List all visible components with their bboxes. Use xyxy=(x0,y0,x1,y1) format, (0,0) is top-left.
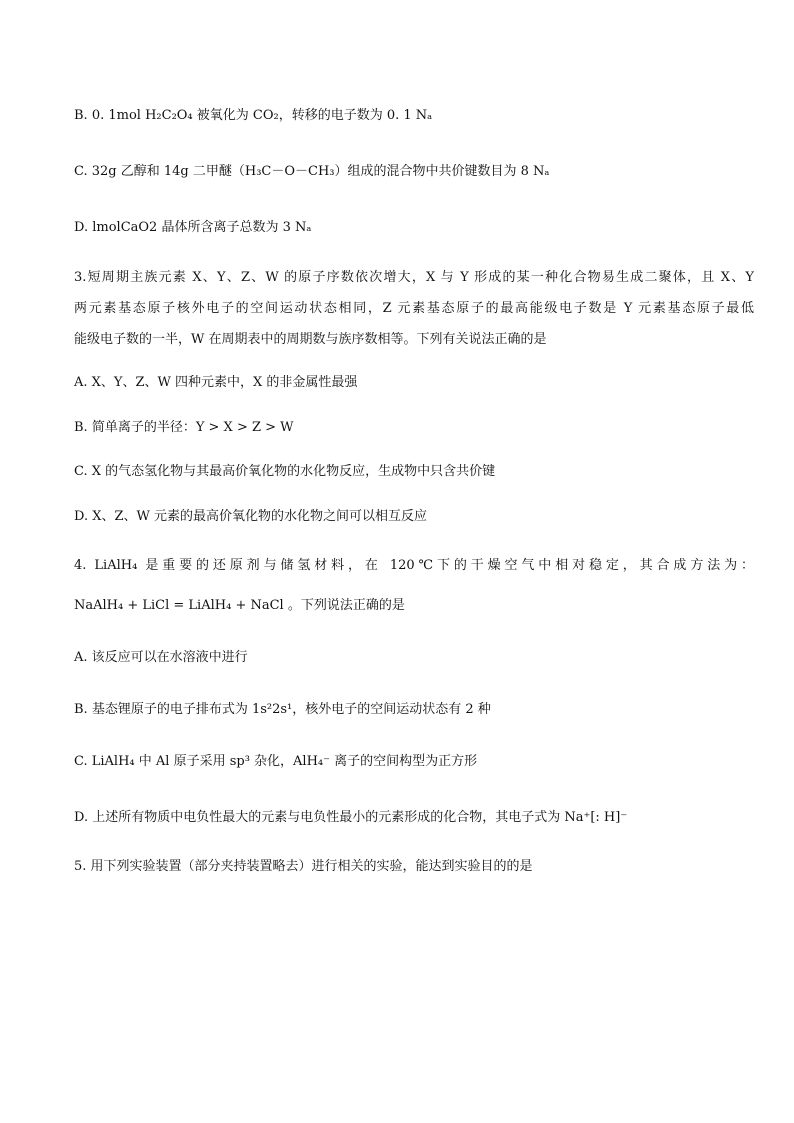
question-3-line-1: 3.短周期主族元素 X、Y、Z、W 的原子序数依次增大，X 与 Y 形成的某一种化合物易生成二聚体，且 X、Y xyxy=(74,270,754,285)
question-3-option-d: D. X、Z、W 元素的最高价氧化物的水化物之间可以相互反应 xyxy=(74,509,428,524)
option-b-prev: B. 0. 1mol H₂C₂O₄ 被氧化为 CO₂，转移的电子数为 0. 1 Nₐ xyxy=(74,108,433,123)
question-3-line-2: 两元素基态原子核外电子的空间运动状态相同，Z 元素基态原子的最高能级电子数是 Y 元素基态原子最低 xyxy=(74,301,754,316)
question-5-stem: 5. 用下列实验装置（部分夹持装置略去）进行相关的实验，能达到实验目的的是 xyxy=(74,859,533,874)
question-4-option-c: C. LiAlH₄ 中 Al 原子采用 sp³ 杂化，AlH₄⁻ 离子的空间构型为正方形 xyxy=(74,754,478,769)
question-4-option-a: A. 该反应可以在水溶液中进行 xyxy=(74,650,248,665)
question-4-line-1: 4. LiAlH₄ 是重要的还原剂与储氢材料，在 120℃下的干燥空气中相对稳定，其合成方法为： xyxy=(74,558,754,573)
question-3-option-a: A. X、Y、Z、W 四种元素中，X 的非金属性最强 xyxy=(74,375,358,390)
question-3-line-3: 能级电子数的一半，W 在周期表中的周期数与族序数相等。下列有关说法正确的是 xyxy=(74,332,547,347)
option-c-prev: C. 32g 乙醇和 14g 二甲醚（H₃C－O－CH₃）组成的混合物中共价键数目为 8 Nₐ xyxy=(74,164,550,179)
question-3-option-b: B. 简单离子的半径：Y > X > Z > W xyxy=(74,420,294,435)
question-3-option-c: C. X 的气态氢化物与其最高价氧化物的水化物反应，生成物中只含共价键 xyxy=(74,464,496,479)
question-4-option-b: B. 基态锂原子的电子排布式为 1s²2s¹，核外电子的空间运动状态有 2 种 xyxy=(74,702,491,717)
option-d-prev: D. lmolCaO2 晶体所含离子总数为 3 Nₐ xyxy=(74,220,312,235)
question-4-option-d: D. 上述所有物质中电负性最大的元素与电负性最小的元素形成的化合物，其电子式为 Na⁺[: H]⁻ xyxy=(74,810,628,825)
question-4-line-2: NaAlH₄ + LiCl = LiAlH₄ + NaCl 。下列说法正确的是 xyxy=(74,598,405,613)
